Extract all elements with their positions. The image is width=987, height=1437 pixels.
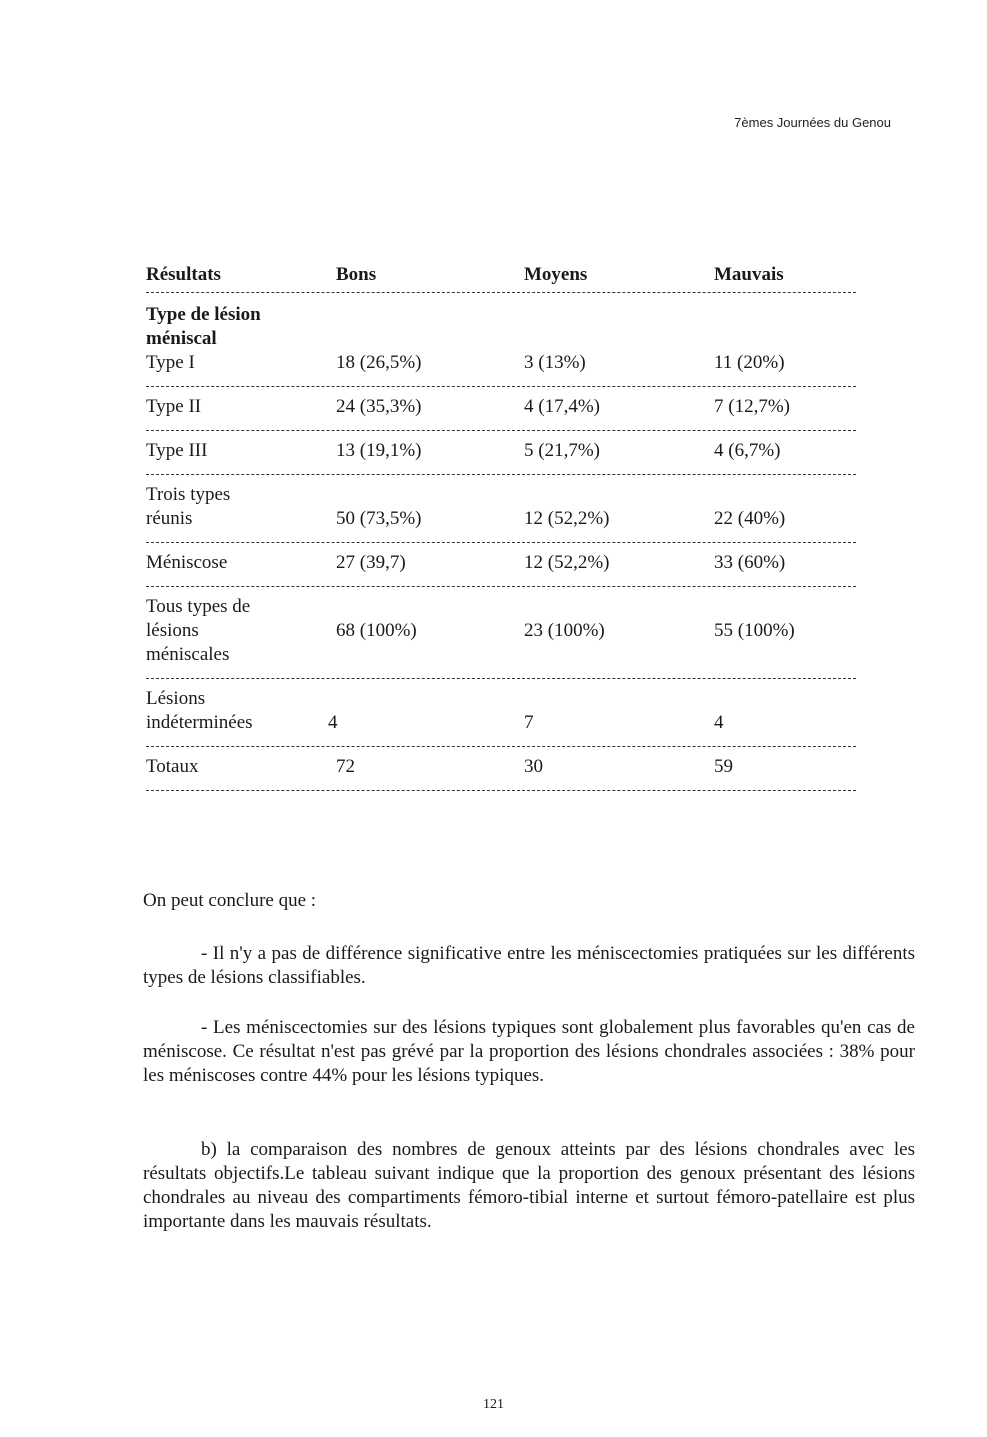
cell-bons: 24 (35,3%): [336, 396, 422, 417]
results-table: [146, 257, 856, 791]
row-label-line: méniscales: [146, 644, 230, 665]
table-row: [146, 431, 856, 475]
cell-moyens: 23 (100%): [524, 620, 605, 641]
cell-bons: 72: [336, 756, 355, 777]
cell-moyens: 30: [524, 756, 543, 777]
row-label-line: méniscal: [146, 328, 217, 349]
row-label: [146, 483, 336, 531]
row-label-line: Trois types: [146, 484, 231, 505]
cell-bons: 13 (19,1%): [336, 440, 422, 461]
cell-bons: 50 (73,5%): [336, 508, 422, 529]
header-mauvais: Mauvais: [714, 263, 784, 285]
row-label-line: Totaux: [146, 756, 199, 777]
cell-mauvais: 7 (12,7%): [714, 396, 790, 417]
paragraph-2: - Les méniscectomies sur des lésions typiques sont globalement plus favorables qu'en cas de méniscose. Ce résultat n'est pas grévé par la proportion des lésions chondrales associées : 38% pour les méniscoses contre 44% pour les lésions typiques.: [143, 1017, 915, 1086]
table-row: [146, 543, 856, 587]
cell-mauvais: 55 (100%): [714, 620, 795, 641]
row-label-line: lésions: [146, 620, 199, 641]
cell-moyens: 5 (21,7%): [524, 440, 600, 461]
table-row: [146, 387, 856, 431]
row-label: [146, 303, 336, 375]
cell-moyens: 4 (17,4%): [524, 396, 600, 417]
row-label: [146, 755, 336, 779]
row-label: [146, 395, 336, 419]
cell-mauvais: 33 (60%): [714, 552, 786, 573]
header-bons: Bons: [336, 263, 377, 285]
cell-mauvais: 11 (20%): [714, 352, 785, 373]
row-label-line: Type II: [146, 396, 202, 417]
cell-mauvais: 22 (40%): [714, 508, 786, 529]
running-header: 7èmes Journées du Genou: [734, 115, 891, 130]
cell-moyens: 12 (52,2%): [524, 552, 610, 573]
row-label-line: Type I: [146, 352, 195, 373]
cell-bons: 27 (39,7): [336, 552, 406, 573]
row-label-line: Lésions: [146, 688, 206, 709]
header-moyens: Moyens: [524, 263, 588, 285]
row-label: [146, 687, 336, 735]
cell-bons: 18 (26,5%): [336, 352, 422, 373]
row-label-line: réunis: [146, 508, 193, 529]
cell-bons: 68 (100%): [336, 620, 417, 641]
row-label-line: indéterminées: [146, 712, 253, 733]
row-label-line: Tous types de: [146, 596, 251, 617]
paragraph-1: - Il n'y a pas de différence significative entre les méniscectomies pratiquées sur les différents types de lésions classifiables.: [143, 943, 915, 988]
cell-mauvais: 4 (6,7%): [714, 440, 781, 461]
row-label-line: Méniscose: [146, 552, 228, 573]
conclusion-intro: On peut conclure que :: [143, 890, 317, 911]
table-row: [146, 747, 856, 791]
cell-moyens: 12 (52,2%): [524, 508, 610, 529]
cell-moyens: 7: [524, 712, 534, 733]
cell-bons: 4: [328, 712, 338, 733]
table-row: [146, 293, 856, 387]
row-label: [146, 595, 336, 667]
page-number: 121: [483, 1397, 504, 1412]
table-header-row: [146, 257, 856, 293]
row-label: [146, 439, 336, 463]
header-resultats: Résultats: [146, 263, 221, 285]
paragraph-3: b) la comparaison des nombres de genoux atteints par des lésions chondrales avec les résultats objectifs.Le tableau suivant indique que la proportion des genoux présentant des lésions chondrales au niveau des compartiments fémoro-tibial interne et surtout fémoro-patellaire est plus importante dans les mauvais résultats.: [143, 1139, 915, 1232]
table-row: [146, 475, 856, 543]
cell-mauvais: 59: [714, 756, 733, 777]
cell-moyens: 3 (13%): [524, 352, 586, 373]
row-label-line: Type III: [146, 440, 208, 461]
row-label-line: Type de lésion: [146, 304, 261, 325]
cell-mauvais: 4: [714, 712, 724, 733]
table-row: [146, 679, 856, 747]
row-label: [146, 551, 336, 575]
table-row: [146, 587, 856, 679]
